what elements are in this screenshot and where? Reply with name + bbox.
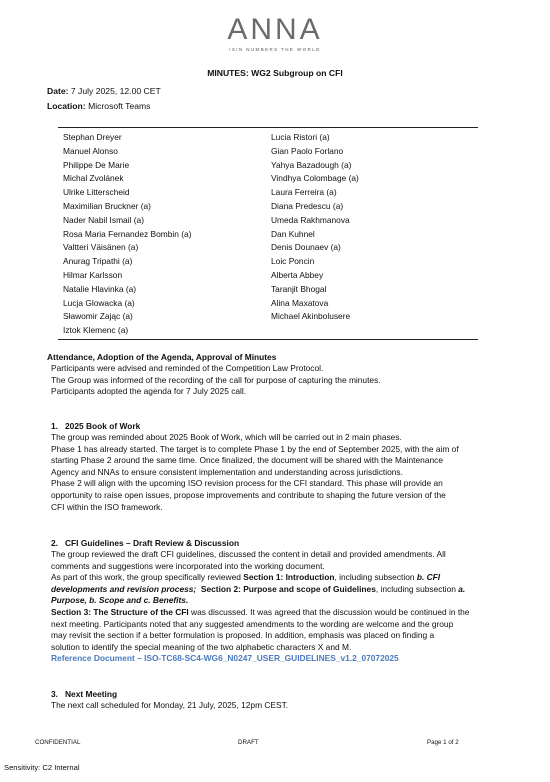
attendance-line: Participants adopted the agenda for 7 July 2025 call. (51, 386, 247, 397)
section-next-meeting (47, 688, 509, 712)
section-number: 2. (51, 538, 58, 548)
attendee-name: Hilmar Karlsson (63, 269, 123, 280)
paragraph-line: Agency and NNAs to ensure consistent implementation and understanding across jurisdictions. (51, 466, 403, 477)
section-2-heading (47, 537, 509, 549)
logo-tagline: ISIN NUMBERS THE WORLD (229, 47, 321, 52)
attendee-name: Philippe De Marie (63, 159, 130, 170)
attendee-name: Anurag Tripathi (a) (63, 256, 133, 267)
section-title: CFI Guidelines – Draft Review & Discussion (65, 538, 240, 548)
attendee-name: Taranjit Bhogal (271, 283, 327, 294)
bold-italic-run: a. (458, 583, 466, 594)
section-title: 2025 Book of Work (65, 421, 141, 431)
attendee-top-rule (58, 127, 478, 128)
text-run: , including subsection (334, 572, 417, 583)
location-value: Microsoft Teams (88, 101, 151, 111)
attendee-name: Rosa Maria Fernandez Bombin (a) (63, 228, 192, 239)
attendee-name: Lucja Glowacka (a) (63, 297, 135, 308)
paragraph-line: may revisit the section if a better formulation is proposed. In addition, emphasis was placed on finding a (51, 630, 435, 641)
attendee-column-right (271, 131, 359, 324)
bold-italic-run: developments and revision process; (51, 583, 197, 594)
anna-logo (0, 14, 550, 52)
attendee-name: Gian Paolo Forlano (271, 145, 344, 156)
paragraph-line: solution to identify the special meaning of the two alphabetic characters X and M. (51, 641, 352, 652)
paragraph-line: next meeting. Participants noted that any suggested amendments to the wording are welcome and the group (51, 618, 454, 629)
attendee-name: Dan Kuhnel (271, 228, 315, 239)
paragraph-line: CFI within the ISO framework. (51, 501, 163, 512)
attendee-name: Sławomir Zając (a) (63, 311, 133, 322)
attendee-name: Valtteri Väisänen (a) (63, 242, 139, 253)
text-run: was discussed. It was agreed that the discussion would be continued in the (188, 606, 470, 617)
date-label: Date: (47, 86, 69, 96)
paragraph-line: starting Phase 2 around the same time. Once finalized, the document will be shared with the Maintenance (51, 455, 443, 466)
attendee-name: Natalie Hlavinka (a) (63, 283, 137, 294)
attendee-name: Michael Akinbolusere (271, 311, 351, 322)
attendance-line: Participants were advised and reminded of the Competition Law Protocol. (51, 363, 324, 373)
section-number: 1. (51, 421, 58, 431)
bold-run: Section 3: The Structure of the CFI (51, 606, 189, 617)
paragraph-line (51, 607, 509, 619)
footer-confidential: CONFIDENTIAL (35, 739, 81, 746)
section-book-of-work (47, 420, 509, 513)
section-3-heading (47, 688, 509, 700)
bold-run: Section 2: Purpose and scope of Guidelines (196, 583, 376, 594)
paragraph-line: Phase 1 has already started. The target is to complete Phase 1 by the end of September 2025, with the aim of (51, 443, 459, 454)
attendee-name: Ulrike Litterscheid (63, 187, 130, 198)
paragraph-line (51, 572, 509, 584)
attendee-name: Stephan Dreyer (63, 132, 122, 142)
attendee-name: Nader Nabil Ismail (a) (63, 214, 144, 225)
bold-italic-run: b. CFI (416, 572, 441, 583)
attendee-name: Laura Ferreira (a) (271, 187, 337, 198)
attendee-name: Diana Predescu (a) (271, 200, 344, 211)
paragraph-line: The group reviewed the draft CFI guidelines, discussed the content in detail and provided amendments. All (51, 549, 446, 559)
location-label: Location: (47, 101, 86, 111)
attendance-section (47, 351, 509, 398)
section-cfi-guidelines (47, 537, 509, 665)
document-title: MINUTES: WG2 Subgroup on CFI (207, 68, 343, 78)
date-value: 7 July 2025, 12.00 CET (70, 86, 161, 96)
text-run: , including subsection (375, 583, 459, 594)
paragraph-line: opportunity to raise open issues, propose improvements and contribute to shaping the future version of the (51, 489, 446, 500)
sensitivity-label: Sensitivity: C2 Internal (4, 763, 80, 772)
attendee-name: Maximilian Bruckner (a) (63, 200, 151, 211)
attendance-heading: Attendance, Adoption of the Agenda, Approval of Minutes (47, 352, 277, 362)
footer-page-number: Page 1 of 2 (427, 739, 459, 746)
paragraph-line (51, 595, 509, 607)
attendee-name: Yahya Bazadough (a) (271, 159, 352, 170)
attendee-name: Lucia Ristori (a) (271, 132, 330, 142)
attendee-name: Denis Dounaev (a) (271, 242, 341, 253)
paragraph-line: The next call scheduled for Monday, 21 July, 2025, 12pm CEST. (51, 700, 289, 710)
attendee-column-left (63, 131, 191, 338)
paragraph-line (51, 584, 509, 596)
attendee-name: Alberta Abbey (271, 269, 324, 280)
reference-document-link[interactable]: Reference Document – ISO-TC68-SC4-WG6_N0247_USER_GUIDELINES_v1.2_07072025 (51, 653, 399, 664)
attendee-name: Loic Poncin (271, 256, 315, 267)
paragraph-line: Phase 2 will align with the upcoming ISO revision process for the CFI standard. This phase will provide an (51, 478, 443, 489)
attendee-name: Manuel Alonso (63, 145, 118, 156)
attendee-name: Michal Zvolánek (63, 173, 124, 184)
attendee-name: Umeda Rakhmanova (271, 214, 350, 225)
bold-run: Section 1: Introduction (243, 572, 335, 583)
section-title: Next Meeting (65, 689, 118, 699)
meeting-location (47, 101, 150, 111)
attendee-name: Iztok Klemenc (a) (63, 325, 129, 336)
meeting-date (47, 86, 161, 96)
section-1-heading (47, 420, 509, 432)
attendance-line: The Group was informed of the recording of the call for purpose of capturing the minutes. (51, 374, 381, 385)
logo-wordmark: ANNA (227, 13, 323, 46)
text-run: As part of this work, the group specifically reviewed (51, 572, 244, 583)
attendee-bottom-rule (58, 339, 478, 340)
bold-italic-run: Purpose, b. Scope and c. Benefits. (51, 595, 189, 606)
attendee-name: Vindhya Colombage (a) (271, 173, 359, 184)
paragraph-line: The group was reminded about 2025 Book of Work, which will be carried out in 2 main phases. (51, 432, 402, 442)
paragraph-line: comments and suggestions were incorporated into the working document. (51, 560, 325, 571)
section-number: 3. (51, 689, 58, 699)
footer-draft: DRAFT (238, 739, 259, 746)
attendee-name: Alina Maxatova (271, 297, 329, 308)
